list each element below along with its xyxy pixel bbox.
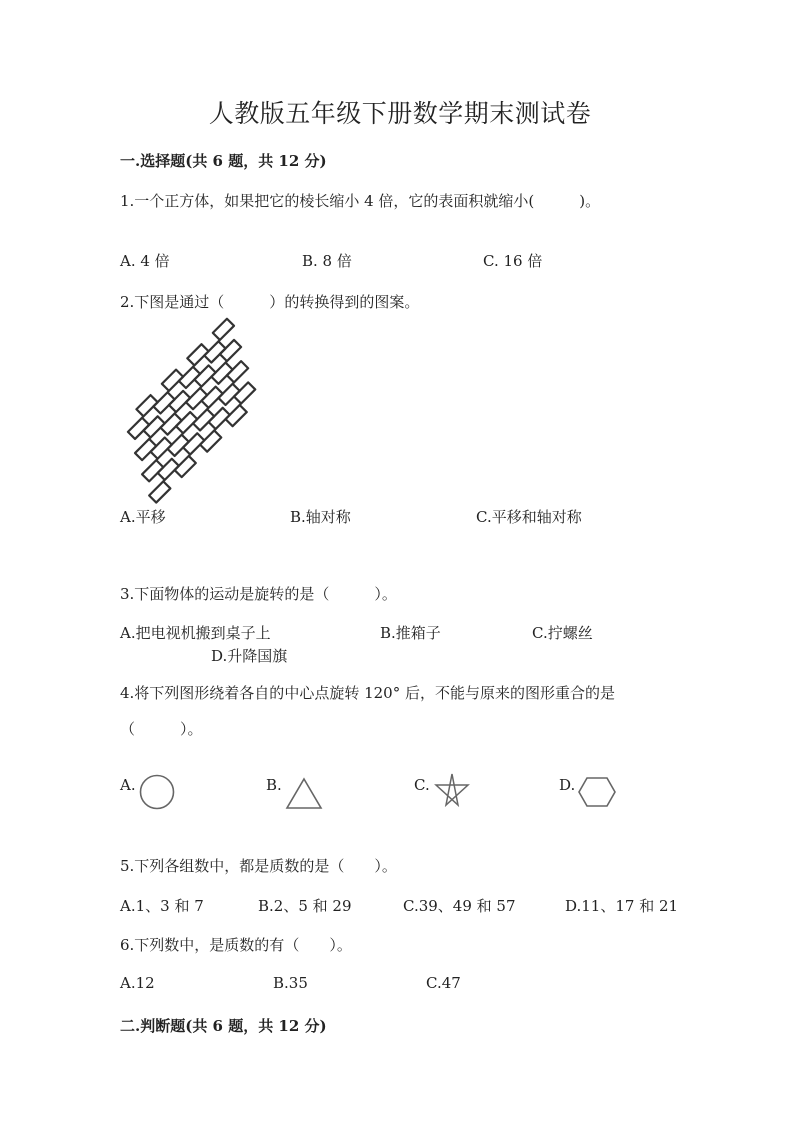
- question-5-text: 5.下列各组数中，都是质数的是（ ）。: [120, 857, 397, 875]
- question-6-option-c: C.47: [426, 974, 461, 992]
- question-5-option-a: A.1、3 和 7: [120, 897, 204, 915]
- question-4-option-a: A.: [120, 776, 136, 794]
- question-2-text: 2.下图是通过（ ）的转换得到的图案。: [120, 293, 420, 311]
- question-3-text: 3.下面物体的运动是旋转的是（ ）。: [120, 585, 397, 603]
- triangle-icon: [283, 776, 325, 812]
- question-4-text-continued: （ ）。: [120, 720, 203, 738]
- question-6-text: 6.下列数中，是质数的有（ ）。: [120, 936, 352, 954]
- question-3-option-c: C.拧螺丝: [532, 624, 593, 642]
- question-5-option-b: B.2、5 和 29: [258, 897, 352, 915]
- section-heading-choice: 一.选择题(共 6 题，共 12 分): [120, 152, 327, 170]
- question-1-option-c: C. 16 倍: [483, 252, 543, 270]
- question-3-option-d: D.升降国旗: [211, 647, 288, 665]
- question-5-option-c: C.39、49 和 57: [403, 897, 516, 915]
- question-4-text: 4.将下列图形绕着各自的中心点旋转 120° 后，不能与原来的图形重合的是: [120, 684, 615, 702]
- section-heading-true-false: 二.判断题(共 6 题，共 12 分): [120, 1017, 327, 1035]
- question-6-option-b: B.35: [273, 974, 308, 992]
- question-1-text: 1.一个正方体，如果把它的棱长缩小 4 倍，它的表面积就缩小( )。: [120, 192, 601, 210]
- question-5-option-d: D.11、17 和 21: [565, 897, 679, 915]
- question-4-option-d: D.: [559, 776, 576, 794]
- page-title: 人教版五年级下册数学期末测试卷: [208, 99, 592, 128]
- hexagon-icon: [576, 775, 618, 811]
- question-1-option-a: A. 4 倍: [120, 252, 170, 270]
- question-3-option-b: B.推箱子: [380, 624, 441, 642]
- star-icon: [431, 771, 473, 813]
- question-2-option-c: C.平移和轴对称: [476, 508, 582, 526]
- circle-icon: [137, 772, 177, 812]
- question-1-option-b: B. 8 倍: [302, 252, 352, 270]
- question-2-option-a: A.平移: [120, 508, 166, 526]
- tessellation-pattern-figure: [118, 340, 268, 470]
- question-3-option-a: A.把电视机搬到桌子上: [120, 624, 271, 642]
- question-6-option-a: A.12: [120, 974, 155, 992]
- question-4-option-c: C.: [414, 776, 430, 794]
- question-2-option-b: B.轴对称: [290, 508, 351, 526]
- question-4-option-b: B.: [266, 776, 282, 794]
